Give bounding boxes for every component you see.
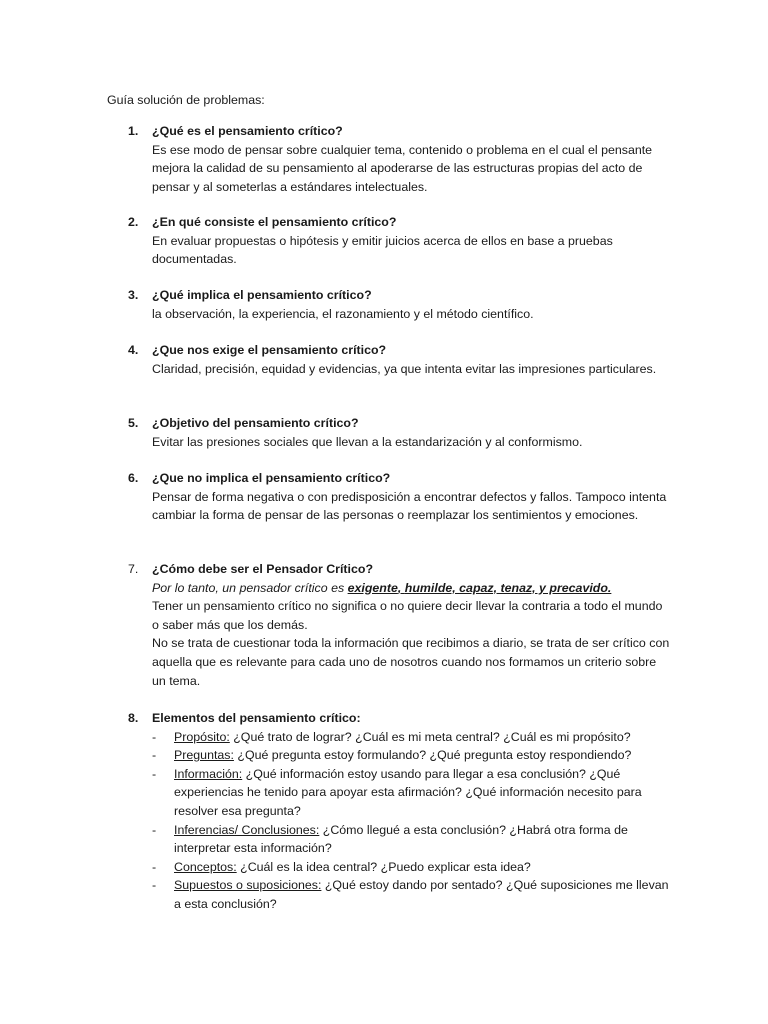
element-item-supuestos [152, 876, 672, 913]
element-item-inferencias [152, 821, 672, 858]
elements-list [152, 728, 672, 914]
element-text: ¿Cuál es la idea central? ¿Puedo explicar esta idea? [236, 859, 531, 874]
answer-intro: Por lo tanto, un pensador crítico es [152, 580, 348, 595]
element-item-proposito [152, 728, 672, 747]
question-number: 5. [128, 416, 139, 430]
question-item-5 [128, 414, 672, 451]
answer-paragraph-1: Tener un pensamiento crítico no significa o no quiere decir llevar la contraria a todo el mundo o saber más que los demás. [152, 599, 663, 632]
question-number: 3. [128, 288, 139, 302]
document-title: Guía solución de problemas: [107, 93, 265, 107]
question-heading: ¿Qué implica el pensamiento crítico? [152, 288, 372, 302]
question-answer [152, 579, 672, 691]
dash-bullet: - [152, 729, 157, 744]
element-label: Supuestos o suposiciones: [174, 878, 322, 893]
element-label: Conceptos: [174, 859, 237, 874]
element-label: Información: [174, 766, 243, 781]
answer-intro-line [152, 579, 672, 598]
question-item-6 [128, 469, 672, 525]
dash-bullet: - [152, 822, 157, 837]
element-text: ¿Qué pregunta estoy formulando? ¿Qué pregunta estoy respondiendo? [233, 748, 632, 763]
element-text: ¿Cómo llegué a esta conclusión? ¿Habrá otra forma de interpretar esta información? [174, 822, 628, 856]
question-answer: la observación, la experiencia, el razonamiento y el método científico. [152, 306, 534, 321]
question-heading: ¿Cómo debe ser el Pensador Crítico? [152, 562, 374, 576]
question-item-7 [128, 560, 672, 690]
element-label: Inferencias/ Conclusiones: [174, 822, 320, 837]
question-number: 7. [128, 562, 139, 576]
element-text: ¿Qué información estoy usando para llegar a esa conclusión? ¿Qué experiencias he tenido para apoyar esta afirmación? ¿Qué información necesito para resolver esa pregunta? [174, 766, 642, 818]
question-answer: Evitar las presiones sociales que llevan a la estandarización y al conformismo. [152, 434, 583, 449]
element-item-informacion [152, 765, 672, 821]
element-item-conceptos [152, 858, 672, 877]
question-item-8 [128, 709, 672, 914]
keyword-separator: , [397, 580, 405, 595]
dash-bullet: - [152, 766, 157, 781]
question-number: 6. [128, 471, 139, 485]
question-answer: En evaluar propuestas o hipótesis y emitir juicios acerca de ellos en base a pruebas documentadas. [152, 233, 613, 267]
question-answer: Pensar de forma negativa o con predisposición a encontrar defectos y fallos. Tampoco intenta cambiar la forma de pensar de las personas o reemplazar los sentimientos y emociones. [152, 489, 667, 523]
question-number: 8. [128, 711, 139, 725]
element-item-preguntas [152, 746, 672, 765]
question-item-1 [128, 122, 672, 196]
question-heading: ¿Qué es el pensamiento crítico? [152, 124, 343, 138]
element-text: ¿Qué trato de lograr? ¿Cuál es mi meta central? ¿Cuál es mi propósito? [229, 729, 631, 744]
question-heading: ¿En qué consiste el pensamiento crítico? [152, 215, 397, 229]
question-number: 2. [128, 215, 139, 229]
answer-paragraph-2: No se trata de cuestionar toda la información que recibimos a diario, se trata de ser crítico con aquella que es relevante para cada uno de nosotros cuando nos formamos un criterio sobre un tema. [152, 636, 670, 688]
question-answer: Claridad, precisión, equidad y evidencias, ya que intenta evitar las impresiones particulares. [152, 361, 657, 376]
question-answer: Es ese modo de pensar sobre cualquier tema, contenido o problema en el cual el pensante mejora la calidad de su pensamiento al apoderarse de las estructuras propias del acto de pensar y al someterlas a estándares intelectuales. [152, 142, 653, 194]
question-heading: ¿Que nos exige el pensamiento crítico? [152, 343, 387, 357]
question-number: 4. [128, 343, 139, 357]
dash-bullet: - [152, 859, 157, 874]
question-heading: Elementos del pensamiento crítico: [152, 711, 361, 725]
element-label: Propósito: [174, 729, 230, 744]
question-item-2 [128, 213, 672, 269]
question-heading: ¿Objetivo del pensamiento crítico? [152, 416, 359, 430]
element-label: Preguntas: [174, 748, 234, 763]
question-heading: ¿Que no implica el pensamiento crítico? [152, 471, 391, 485]
dash-bullet: - [152, 748, 157, 763]
question-item-3 [128, 286, 672, 323]
keyword-traits: humilde, capaz, tenaz, y precavido. [404, 580, 612, 595]
element-text: ¿Qué estoy dando por sentado? ¿Qué suposiciones me llevan a esta conclusión? [174, 878, 669, 911]
question-number: 1. [128, 124, 139, 138]
question-item-4 [128, 341, 672, 378]
dash-bullet: - [152, 878, 157, 893]
keyword-exigente: exigente [347, 580, 398, 595]
